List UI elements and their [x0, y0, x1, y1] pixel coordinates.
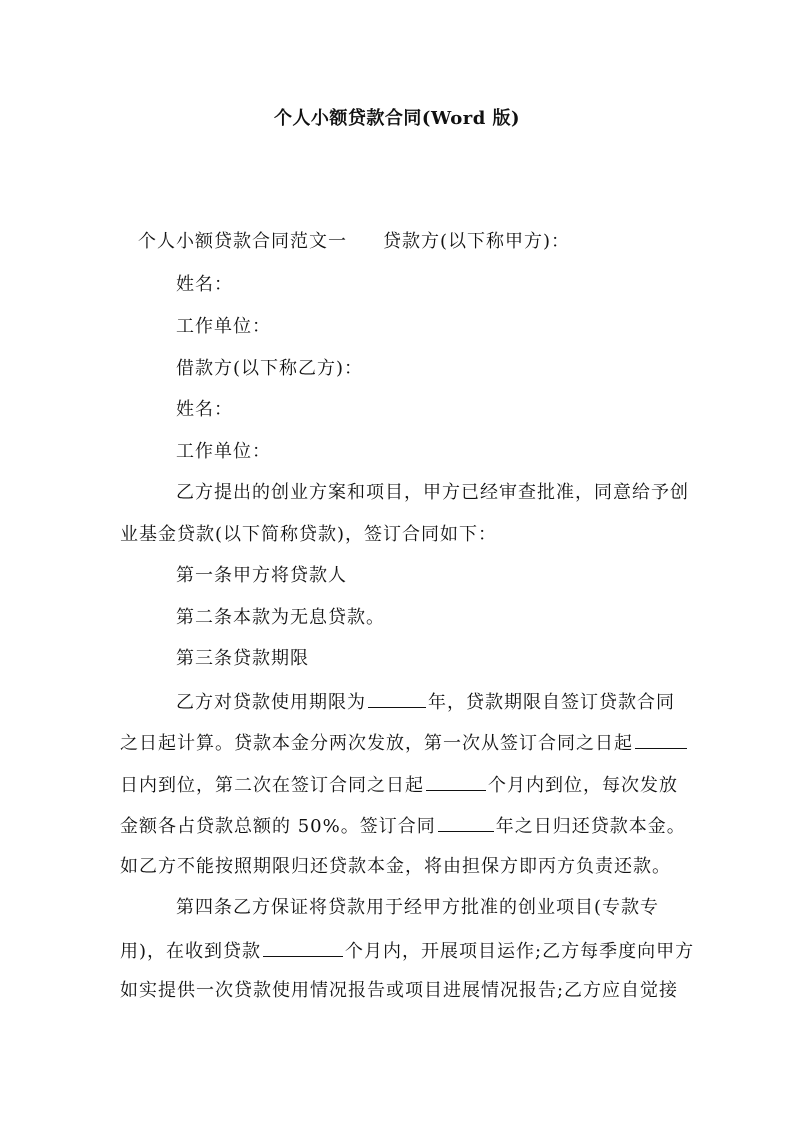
- paragraph-line: 如乙方不能按照期限归还贷款本金，将由担保方即丙方负责还款。: [120, 856, 671, 877]
- paragraph-line: [138, 230, 570, 254]
- line-text: 乙方对贷款使用期限为: [176, 692, 366, 713]
- paragraph-line: [120, 938, 694, 964]
- paragraph-line: 借款方(以下称乙方)：: [176, 358, 364, 379]
- paragraph-line: 乙方提出的创业方案和项目，甲方已经审查批准，同意给予创: [176, 482, 689, 503]
- fill-blank: [263, 938, 343, 957]
- fill-blank: [368, 689, 426, 708]
- paragraph-line: [120, 730, 689, 756]
- line-text: 个月内到位，每次发放: [488, 775, 678, 796]
- line-text: 日内到位，第二次在签订合同之日起: [120, 775, 424, 796]
- fill-blank: [426, 772, 486, 791]
- document-title: 个人小额贷款合同(Word 版): [273, 108, 521, 129]
- paragraph-line: [176, 689, 675, 715]
- paragraph-line: [120, 813, 686, 839]
- paragraph-line: 工作单位：: [176, 441, 271, 462]
- line-text: 年，贷款期限自签订贷款合同: [428, 692, 675, 713]
- line-text: 用)，在收到贷款: [120, 941, 262, 962]
- paragraph-line: 第四条乙方保证将贷款用于经甲方批准的创业项目(专款专: [176, 897, 660, 918]
- paragraph-line: 第三条贷款期限: [176, 648, 309, 669]
- line-text: 年之日归还贷款本金。: [495, 816, 686, 837]
- line-text: 金额各占贷款总额的 50%。签订合同: [120, 816, 436, 837]
- line-text: 个人小额贷款合同范文一: [138, 231, 347, 252]
- paragraph-line: 姓名：: [176, 274, 233, 295]
- paragraph-line: 工作单位：: [176, 316, 271, 337]
- line-text: 贷款方(以下称甲方)：: [383, 231, 571, 252]
- paragraph-line: 第二条本款为无息贷款。: [176, 607, 385, 628]
- paragraph-line: 第一条甲方将贷款人: [176, 565, 347, 586]
- line-text: 个月内，开展项目运作;乙方每季度向甲方: [345, 941, 695, 962]
- paragraph-line: 业基金贷款(以下简称贷款)，签订合同如下：: [120, 524, 498, 545]
- paragraph-line: 如实提供一次贷款使用情况报告或项目进展情况报告;乙方应自觉接: [120, 980, 679, 1001]
- line-text: 之日起计算。贷款本金分两次发放，第一次从签订合同之日起: [120, 733, 633, 754]
- paragraph-line: 姓名：: [176, 399, 233, 420]
- fill-blank: [635, 730, 687, 749]
- fill-blank: [438, 813, 494, 832]
- paragraph-line: [120, 772, 678, 798]
